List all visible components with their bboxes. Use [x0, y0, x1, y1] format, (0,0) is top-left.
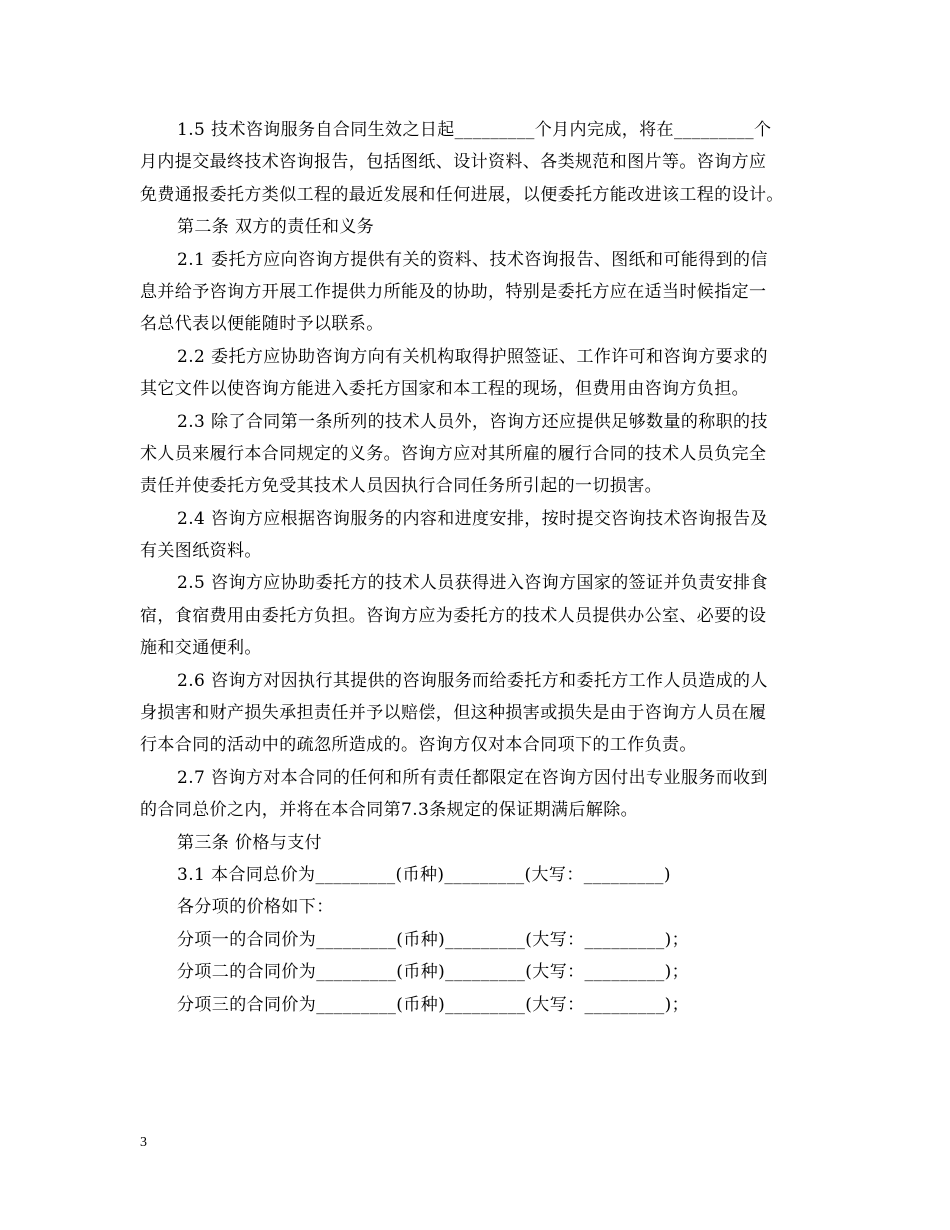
- text-line: 2.6 咨询方对因执行其提供的咨询服务而给委托方和委托方工作人员造成的人: [177, 670, 768, 691]
- document-body: [140, 114, 820, 1021]
- page-number: 3: [140, 1135, 147, 1150]
- text-line: 息并给予咨询方开展工作提供力所能及的协助，特别是委托方应在适当时候指定一: [140, 281, 767, 302]
- text-line: 第二条 双方的责任和义务: [177, 217, 375, 238]
- text-line: 身损害和财产损失承担责任并予以赔偿，但这种损害或损失是由于咨询方人员在履: [140, 703, 767, 724]
- text-line: 免费通报委托方类似工程的最近发展和任何进展，以便委托方能改进该工程的设计。: [140, 184, 784, 205]
- text-line: 分项一的合同价为_________(币种)_________(大写：_________)；: [177, 929, 690, 950]
- text-line: 施和交通便利。: [140, 638, 262, 659]
- text-line: 有关图纸资料。: [140, 541, 262, 562]
- text-line: 2.1 委托方应向咨询方提供有关的资料、技术咨询报告、图纸和可能得到的信: [177, 249, 768, 270]
- text-line: 责任并使委托方免受其技术人员因执行合同任务所引起的一切损害。: [140, 476, 662, 497]
- text-line: 2.7 咨询方对本合同的任何和所有责任都限定在咨询方因付出专业服务而收到: [177, 767, 768, 788]
- text-line: 名总代表以便能随时予以联系。: [140, 314, 384, 335]
- text-line: 3.1 本合同总价为_________(币种)_________(大写：_________): [177, 864, 671, 885]
- text-line: 2.4 咨询方应根据咨询服务的内容和进度安排，按时提交咨询技术咨询报告及: [177, 508, 768, 529]
- text-line: 2.5 咨询方应协助委托方的技术人员获得进入咨询方国家的签证并负责安排食: [177, 573, 768, 594]
- text-line: 1.5 技术咨询服务自合同生效之日起_________个月内完成，将在_________个: [177, 120, 772, 140]
- text-line: 月内提交最终技术咨询报告，包括图纸、设计资料、各类规范和图片等。咨询方应: [140, 152, 767, 173]
- text-line: 2.3 除了合同第一条所列的技术人员外，咨询方还应提供足够数量的称职的技: [177, 411, 768, 432]
- text-line: 宿，食宿费用由委托方负担。咨询方应为委托方的技术人员提供办公室、必要的设: [140, 605, 767, 626]
- text-line: 行本合同的活动中的疏忽所造成的。咨询方仅对本合同项下的工作负责。: [140, 735, 697, 756]
- text-line: 分项二的合同价为_________(币种)_________(大写：_________)；: [177, 962, 690, 983]
- text-line: 分项三的合同价为_________(币种)_________(大写：_________)；: [177, 994, 690, 1015]
- text-line: 各分项的价格如下：: [177, 897, 334, 918]
- text-line: 其它文件以使咨询方能进入委托方国家和本工程的现场，但费用由咨询方负担。: [140, 379, 749, 400]
- text-line: 第三条 价格与支付: [177, 832, 323, 853]
- text-line: 2.2 委托方应协助咨询方向有关机构取得护照签证、工作许可和咨询方要求的: [177, 346, 768, 367]
- text-line: 的合同总价之内，并将在本合同第7.3条规定的保证期满后解除。: [140, 800, 639, 821]
- text-line: 术人员来履行本合同规定的义务。咨询方应对其所雇的履行合同的技术人员负完全: [140, 443, 767, 464]
